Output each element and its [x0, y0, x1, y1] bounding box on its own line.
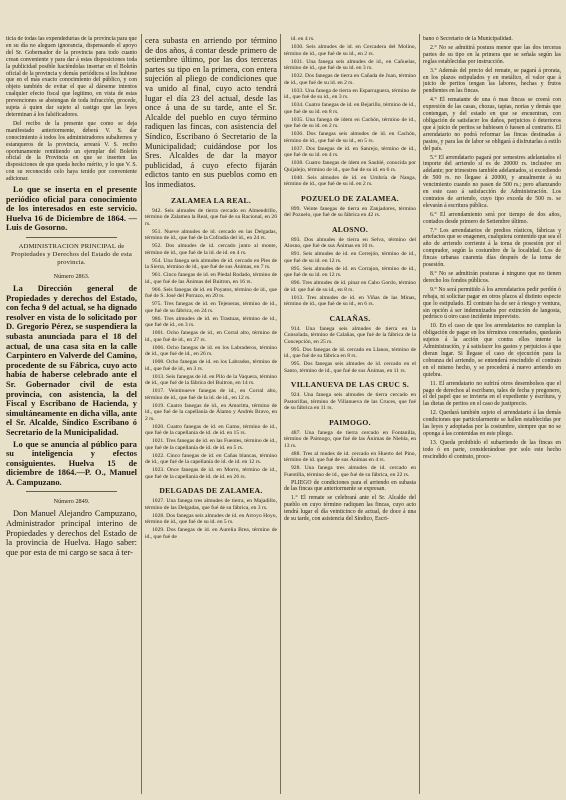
property-listing: 951. Nueve almudes de id. cercado en las Delgadas, término de id., que fué de la Cofradía del id., en 24 rs.	[145, 228, 277, 241]
paragraph: 6.° El arrendamiento será por tiempo de dos años, contados desde primero de Setiembre último.	[423, 211, 561, 225]
section-heading: POZUELO DE ZALAMEA.	[301, 193, 399, 203]
paragraph: 11. El arrendatario no sufrirá otros desembolsos que el pago de derechos al escribano, tales de fecha y pregonero, el del papel que se invierta en el expediente y escritura, y las dietas de peritos en el caso de justiprecio.	[423, 380, 561, 408]
property-listing: 1017. Veintinueve fanegas de id., en Corral alto, término de id., que fué de la id. de id., en 12 rs.	[145, 388, 277, 401]
paragraph: 5.° El arrendatario pagará por semestres adelantados el importe del arriendo si es de 20000 rs. inclusive en adelante; por trimestres también adelantados, si excediendo de 500 rs. no llegase á 20000, y anualmente á su vencimiento cuando no pasen de 500 rs.; pero afianzando en este caso á satisfacción de Administración. Los contratos de arriendo, cuyo tipo exceda de 500 rs. se elevarán á escritura pública.	[423, 154, 561, 209]
property-listing: 1021. Tres fanegas de id. en las Fuentes, término de id., que fué de la capellanía de id. de id. en 5 rs.	[145, 438, 277, 451]
property-listing: 1030. Seis almudes de id. en Cercadera del Molino, término de id., que fué de su id., en 2 rs.	[284, 44, 416, 57]
property-listing: 1013. Seis fanegas de id. en Pilo de la Vaquera, término de id., que fué de la fábrica del Buitron, en 14 rs.	[145, 373, 277, 386]
property-listing: 995. Dos fanegas seis almudes de id. cercado en el Santo, término de id., que fué de sus Ánimas, en 11 rs.	[284, 361, 416, 374]
announcement-paragraph: La Dirección general de Propiedades y derechos del Estado, con fecha 9 del actual, se ha dignado resolver en vista de lo solicitado por D. Gregorio Pérez, se suspendiera la subasta anunciada para el 18 del actual, de una casa sita en la calle Carpintero en Valverde del Camino, procedente de su Fábrica, cuyo acto había de haberse celebrado ante el Sr. Gobernador civil de esta provincia, con asistencia, la del Fiscal y Escribano de Hacienda, y simultáneamente en dicha villa, ante el Sr. Alcalde, Síndico Escribano ó Secretario de la Municipalidad.	[6, 284, 137, 437]
property-listing: 1037. Dos fanegas de id. en Sanrejo, término de id., que fué de su id. en 4 rs.	[284, 145, 416, 158]
divider	[26, 491, 117, 492]
property-listing: 1022. Cinco fanegas de id. en Cañas blancas, término de id., que fué de la capellanía de id. de id. en 12 rs.	[145, 452, 277, 465]
paragraph: Del recibo de la presente que como se deja manifestado anteriormente, deberá V. S. dar conocimiento á todos los administradores subalternos y estanqueros de la provincia, arreará V. S. recibo oportunamente remitiendo un ejemplar del Boletín oficial de la Provincia en que se inserten las disposiciones de que queda hecho mérito, y lo que V. S. con su reconocido celo haya tenido por conveniente adicionar.	[6, 120, 137, 183]
paragraph: 2.° No se admitirá postura menor que las dos terceras partes de su tipo en la primera que se señala según las reglas establecidas por instrucción.	[423, 44, 561, 65]
property-listing: 1029. Dos fanegas de id. en Aurelia Brea, término de id., que fué de	[145, 527, 277, 540]
announcement-paragraph: cera subasta en arriendo por término de dos años, á contar desde primero de setiembre último, por las dos terceras partes su tipo en la primera, con entera sujeción al pliego de condiciones que va unido al final, cuyo acto tendrá lugar el día 23 del actual, desde las once á una de su tarde, ante el Sr. Alcalde del pueblo en cuyo término radiquen las fincas, con asistencia del Síndico, Escribano ó Secretario de la Municipalidad; cuidándose por los Sres. Alcaldes de dar la mayor publicidad, á cuyo efecto fijarán edictos tanto en sus pueblos como en los inmediatos.	[145, 36, 277, 189]
property-listing: 1019. Cuatro fanegas de id., en Amoritta, término de id., que fué de la capellanía de Álamo y Andrés Bravo, en 2 rs.	[145, 402, 277, 422]
column-rule	[280, 34, 281, 794]
notice-number: Número 2863.	[53, 273, 90, 280]
paragraph: 4.° El rematante de una ó mas fincas se creerá con expresión de las casas, chozas, tapias, norias y demás que contengan, y del estado en que se encuentran, con obligación de satisfacer los daños, perjuicios ó deterioros que á juicio de peritos se hubiesen ó fuesen al contrario. El arrendatario no podrá reformar las fincas destinadas á pastos, y para las de labor se obligará á disfrutarlas á estilo del país.	[423, 97, 561, 152]
property-listing: 924. Una fanega seis almudes de tierra cercado en Pastorillas, término de Villanueva de las Cruces, que fué de su fábrica en 11 rs.	[284, 392, 416, 411]
property-listing: 488. Tres al mudes de id. cercado en Huerto del Pino, término de id. que fué de sus Ánimas en 4 rs.	[284, 450, 416, 463]
section-heading: VILLANUEVA DE LAS CRUC S.	[290, 380, 410, 389]
paragraph: 12. Quedará también sujeto el arrendatario á las demás condiciones que particularmente se hallen establecidas por las leyes y adoptadas por la costumbre, siempre que no se oponga á las contenidas en este pliego.	[423, 410, 561, 437]
property-listing: 895. Seis almudes de id. en Corrajon, término de id., que fué de su id. en 12 rs.	[284, 265, 416, 278]
column-4	[423, 36, 561, 794]
property-listing: 896. Tres almudes de id. pinar en Cabo Gordo, término de id. que fué de su id., en 8 rs.	[284, 280, 416, 293]
section-heading: ZALAMEA LA REAL.	[170, 195, 252, 205]
property-listing: 1028. Dos fanegas seis almudes de id. en Arroyo Hoyo, término de id., que fué de su id. en 5 rs.	[145, 512, 277, 525]
property-listing: 1013. Tres almudes de id. en Viñas de las Minas, término de id., que fué de su id., en 6 rs.	[284, 294, 416, 307]
property-listing: 1023. Once fanegas de id. en Morro, término de id., que fué de la capellanía de id. de id. en 26 rs.	[145, 467, 277, 480]
property-listing: 893. Dos almudes de tierra en Selva, término del Alosno, que fué de sus Ánimas en 10 rs.	[284, 236, 416, 249]
property-listing: 1001. Ocho fanegas de id., en Corral alto, término de id., que fué de id., en 27 rs.	[145, 330, 277, 343]
column-rule	[419, 34, 420, 794]
property-listing: 966. Seis fanegas de id. en Poyatos, término de id., que fué de S. José del Porrazo, en 20 rs.	[145, 286, 277, 299]
property-listing: 1036. Dos fanegas seis almudes de id. en Cachón, término de id., que fué de su id., en 5 rs.	[284, 131, 416, 144]
paragraph: 10. En el caso de que los arrendatarios no cumplan la obligación de pagar en los términos concertados, quedarán sujetos á la acción que contra ellos intente la Administración, y á satisfacer los gastos y perjuicios á que dieran lugar. Si llegase el caso de ejecución para la cobranza del arriendo, se entenderá rescindido el contrato en el mismo hecho, y se procederá á nuevo arriendo en quiebra.	[423, 323, 561, 378]
property-listing: 1008. Ocho fanegas de id. en los Labrados, término de id., que fué de id., en 3 rs.	[145, 359, 277, 372]
section-heading: DELGADAS DE ZALAMEA.	[159, 486, 263, 495]
paragraph: 3.° Además del precio del remate, se pagará á prorata, en los plazos estipulados y en metálico, el valor que á juicio de peritos tengan las labores, hechas y frutos pendientes en las fincas.	[423, 67, 561, 95]
divider	[26, 237, 117, 238]
paragraph: ticia de todas las expendedurías de la provincia para que en su día no aleguen ignorancia, dispensando el apoyo del Sr. Gobernador de la provincia para todo cuanto crean conveniente y para dar á estas disposiciones toda la publicidad posible haciéndolas insertar en el Boletín oficial de la provincia y demás periódicos si los hubiese que en el más exacto conocimiento del público, y con objeto también de evitar el que al dárseme intentos cualquier efecto fiscal que legitimo, en vista de estas prevenciones se abstengan de toda infracción, procede, sujeta á quien dar sujeto al castigo que las leyes determinan á los falsificadores.	[6, 36, 137, 118]
section-heading: ALOSNO.	[331, 224, 369, 234]
paragraph: 7.° Los arrendatarios de predios rústicos, fábricas y artefactos que se enagenen, cualquiera contenido que sea el año de arriendo corriente á la toma de posesión por el comprador, según la costumbre de la localidad. Los de fincas urbanas cuarenta días después de la toma de posesión.	[423, 227, 561, 269]
property-listing: 942. Seis almudes de tierra cercado en Almendrillo, término de Zalamea la Real, que fué de su Racional, en 26 rs.	[145, 207, 277, 227]
section-heading: ADMINISTRACION PRINCIPAL de Propiedades y Derechos del Estado de esta provincia.	[11, 243, 132, 266]
paragraph: 9.° No será permitido á los arrendatarios pedir perdón ó rebaja, ni solicitar pagar en otros plazos al distinto especie que lo estipulado. El contrato ha de ser á riesgo y ventura, sin opción á ser indemnizados por extinción de langosta, pedrisco ú otro caso incidente imprevisto.	[423, 286, 561, 321]
property-listing: 1006. Ocho fanegas de id. en los Labraderos, término de id., que fué de id., en 26 rs.	[145, 344, 277, 357]
property-listing: 928. Una fanega tres almudes de id. cercado en Fuentilla, término de id., que fué de su fábrica, en 22 rs.	[284, 465, 416, 478]
property-listing: 1032. Dos fanegas de tierra en Cañada de Juan, término de id., que fué de su id. en 2 rs.	[284, 73, 416, 86]
property-listing: 1038. Cuatro fanegas de ídem en Saublé, conocida por Quijalejo, término de id., que fué de su id. en 6 rs.	[284, 160, 416, 173]
property-listing: 1035. Una fanega de ídem en Cachón, término de id., que fué de su id. en 2 rs.	[284, 116, 416, 129]
column-rule	[141, 34, 142, 794]
property-listing: 891. Seis almudes de id. en Cerrejón, término de id., que fué de su id. en 12 rs.	[284, 251, 416, 264]
property-listing: 952. Dos almudes de id. cercado junto al monte, término de id., que fué de la id. de id. en 4 rs.	[145, 243, 277, 256]
column-1	[6, 36, 137, 794]
property-listing: 1027. Una fanega tres almudes de tierra, en Majadillo, término de las Delgadas, que fué de su fábrica, en 3 rs.	[145, 498, 277, 511]
property-listing: 1020. Cuatro fanegas de id. en Gamo, término de id., que fué de la capellanía de id. de id. en 15 rs.	[145, 423, 277, 436]
announcement-paragraph: Lo que se anuncia al público para su inteligencia y efectos consiguientes. Huelva 15 de diciembre de 1864.—P. O., Manuel A. Campuzano.	[6, 439, 137, 487]
paragraph: 1.° El remate se celebrará ante el Sr. Alcalde del pueblo en cuyo término radiquen las fincas, cuyo acto tendrá lugar el día veinticinco de actual, de doce á una de su tarde, con asistencia del Síndico, Escri-	[284, 495, 416, 523]
paragraph: bano ó Secretario de la Municipalidad.	[423, 36, 513, 42]
property-listing: 961. Cinco fanegas de id. en Piedal Rodado, término de id., que fué de las Ánimas del Buitron, en 16 rs.	[145, 272, 277, 285]
paragraph: 13. Queda prohibido el subarriendo de las fincas en todo ó en parte, considerándose por solo este hecho rescindido el contrato, proce-	[423, 439, 561, 460]
property-listing: 954. Una fanega seis almudes de id. cercado en Pies de la Sierra, término de id., que fué de sus Ánimas, en 7 rs.	[145, 257, 277, 270]
column-3	[284, 36, 416, 794]
property-listing: 899. Veinte fanegas de tierra en Zanjadores, término del Pozuelo, que fué de su fábrica en 42 rs.	[284, 205, 416, 218]
property-listing: 986. Tres almudes de id. en Trastuas, término de id., que fué de id., en 3 rs.	[145, 315, 277, 328]
property-listing: 975. Tres fanegas de id. en Tejeneras, término de id., que fué de su fábrica, en 24 rs.	[145, 301, 277, 314]
announcement-paragraph: Lo que se inserta en el presente periódico oficial para conocimiento de los interesados en este servicio. Huelva 16 de Diciembre de 1864. —Luis de Gosorno.	[6, 185, 137, 233]
property-listing: 1033. Una fanega de tierra en Esparraguera, término de id., que fué de su id., en 3 rs.	[284, 87, 416, 100]
property-listing: 1031. Una fanega seis almudes de id., en Cañuelas, término de id., que fué de su id. en 3 rs.	[284, 58, 416, 71]
announcement-paragraph: Don Manuel Alejandro Campuzano, Administrador principal interino de Propiedades y derechos del Estado de la provincia de Huelva. Hago saber: que por esta de mi cargo se saca á ter-	[6, 509, 137, 557]
section-heading: PAIMOGO.	[329, 417, 371, 427]
property-listing: id. en 4 rs.	[291, 36, 315, 42]
paragraph: PLIEGO de condiciones para el arriendo en subasta de las fincas que anteriormente se expresan.	[284, 479, 416, 493]
notice-number: Número 2849.	[53, 498, 90, 506]
column-2	[145, 36, 277, 794]
property-listing: 1040. Seis almudes de id. en Umbría de Nanga, término de id., que fué de su id. en 2 rs.	[284, 174, 416, 187]
property-listing: 1034. Cuatro fanegas de id. en Bejarillo, término de id., que fué de su id. en 8 rs.	[284, 102, 416, 115]
property-listing: 995. Dos fanegas de id. cercado en Llanos, término de id., que fué de su fábrica en 8 rs.	[284, 346, 416, 359]
section-heading: CALAÑAS.	[329, 313, 371, 323]
property-listing: 487. Una fanega de tierra cercado en Fontanilla, término de Paimogo, que fué de las Ánimas de Niebla, en 13 rs.	[284, 429, 416, 449]
paragraph: 8.° No se admitirán posturas á ninguno que no tienen derecho los fondos públicos.	[423, 271, 561, 284]
property-listing: 914. Una fanega seis almudes de tierra en la Consolada, término de Calañas, que fué de la fábrica de la Concepción, en 25 rs.	[284, 325, 416, 345]
